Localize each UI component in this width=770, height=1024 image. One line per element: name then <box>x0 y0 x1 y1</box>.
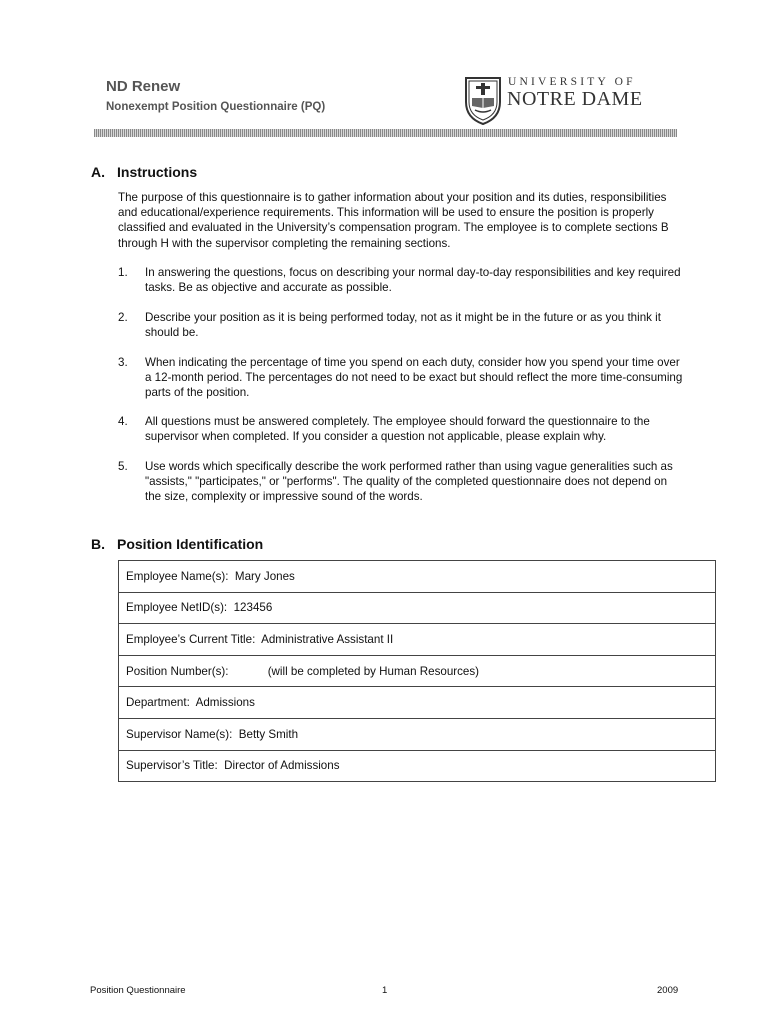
footer-page-number: 1 <box>382 985 388 996</box>
document-subtitle: Nonexempt Position Questionnaire (PQ) <box>106 101 326 113</box>
department-value: Admissions <box>195 696 255 710</box>
nd-shield-icon <box>463 74 503 126</box>
section-a-title: Instructions <box>117 164 198 180</box>
instruction-item <box>118 459 683 505</box>
section-b-title: Position Identification <box>117 536 264 552</box>
employee-netid-field[interactable] <box>119 592 716 624</box>
supervisor-name-value: Betty Smith <box>238 727 299 741</box>
instruction-number: 4. <box>118 415 128 428</box>
supervisor-name-field[interactable] <box>119 718 716 750</box>
section-a-heading <box>91 164 197 180</box>
instruction-number: 5. <box>118 460 128 473</box>
instruction-number: 3. <box>118 356 128 369</box>
instruction-number: 1. <box>118 266 128 279</box>
table-row <box>119 687 716 719</box>
table-row <box>119 624 716 656</box>
current-title-field[interactable] <box>119 624 716 656</box>
instruction-text: Describe your position as it is being performed today, not as it might be in the future or as you think it should be. <box>145 311 661 340</box>
instruction-item <box>118 310 683 340</box>
field-label: Supervisor Name(s): <box>126 727 233 741</box>
logo-university-text: UNIVERSITY OF <box>508 76 636 88</box>
university-logo <box>463 74 663 126</box>
instruction-item <box>118 355 683 401</box>
instruction-item <box>118 414 683 444</box>
footer-document-name: Position Questionnaire <box>90 985 186 996</box>
field-label: Position Number(s): <box>126 664 229 678</box>
employee-netid-value: 123456 <box>233 601 273 615</box>
employee-name-value: Mary Jones <box>234 569 295 583</box>
field-label: Employee NetID(s): <box>126 601 228 615</box>
current-title-value: Administrative Assistant II <box>261 632 394 646</box>
position-number-field[interactable] <box>119 655 716 687</box>
field-label: Department: <box>126 696 190 710</box>
position-identification-table <box>118 560 716 782</box>
table-row <box>119 561 716 593</box>
header-divider-band <box>94 129 677 137</box>
table-row <box>119 750 716 782</box>
field-label: Employee Name(s): <box>126 569 229 583</box>
footer-year: 2009 <box>657 985 679 996</box>
instruction-number: 2. <box>118 311 128 324</box>
table-row <box>119 718 716 750</box>
field-label: Supervisor’s Title: <box>126 759 218 773</box>
employee-name-field[interactable] <box>119 561 716 593</box>
instructions-intro: The purpose of this questionnaire is to gather information about your position and its duties, responsibilities and educational/experience requirements. This information will be used to ensure the position is properly classified and evaluated in the University’s compensation program. The employee is to complete sections B through H with the supervisor completing the remaining sections. <box>118 191 669 250</box>
position-number-value: (will be completed by Human Resources) <box>267 664 480 678</box>
supervisor-title-value: Director of Admissions <box>224 759 340 773</box>
document-title: ND Renew <box>106 78 181 95</box>
table-row <box>119 655 716 687</box>
instruction-text: In answering the questions, focus on describing your normal day-to-day responsibilities and key required tasks. Be as objective and accurate as possible. <box>145 266 681 295</box>
instruction-item <box>118 265 683 295</box>
department-field[interactable] <box>119 687 716 719</box>
instruction-text: Use words which specifically describe the work performed rather than using vague generalities such as "assists," "participates," or "performs". The quality of the completed questionnaire does not depend on the size, complexity or impressive sound of the words. <box>145 460 673 504</box>
table-row <box>119 592 716 624</box>
supervisor-title-field[interactable] <box>119 750 716 782</box>
field-label: Employee’s Current Title: <box>126 632 256 646</box>
logo-notre-dame-text: NOTRE DAME <box>507 88 643 110</box>
section-a-letter: A. <box>91 164 105 180</box>
section-b-letter: B. <box>91 536 105 552</box>
instruction-text: When indicating the percentage of time you spend on each duty, consider how you spend your time over a 12-month period. The percentages do not need to be exact but should reflect the more time-consuming parts of the position. <box>145 356 683 400</box>
section-b-heading <box>91 536 263 552</box>
instruction-text: All questions must be answered completely. The employee should forward the questionnaire to the supervisor when completed. If you consider a question not applicable, please explain why. <box>145 415 650 444</box>
